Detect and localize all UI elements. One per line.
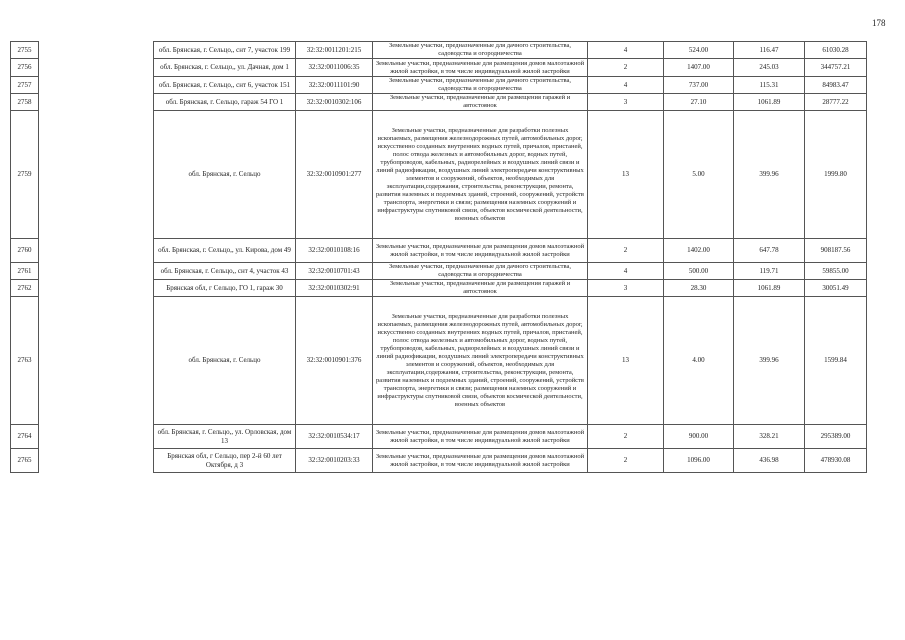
value-cell: 28777.22 [805,94,867,111]
rate-cell: 116.47 [734,42,805,59]
rate-cell: 115.31 [734,77,805,94]
area-cell: 28.30 [664,280,734,297]
value-cell: 478930.08 [805,449,867,473]
area-cell: 4.00 [664,297,734,425]
row-number-cell: 2764 [11,425,39,449]
table-body [11,42,867,473]
land-plots-table [10,41,867,473]
land-use-description-cell: Земельные участки, предназначенные для размещения гаражей и автостоянок [373,280,588,297]
address-cell: обл. Брянская, г. Сельцо [154,297,296,425]
value-cell: 295389.00 [805,425,867,449]
cadastral-number-cell: 32:32:0010901:277 [296,111,373,239]
category-code-cell: 3 [588,94,664,111]
value-cell: 30051.49 [805,280,867,297]
category-code-cell: 13 [588,111,664,239]
land-use-description-cell: Земельные участки, предназначенные для размещения домов малоэтажной жилой застройки, в том числе индивидуальной жилой застройки [373,425,588,449]
table-row [11,449,867,473]
row-number-cell: 2755 [11,42,39,59]
rate-cell: 328.21 [734,425,805,449]
category-code-cell: 2 [588,449,664,473]
row-number-cell: 2756 [11,59,39,77]
table-row [11,280,867,297]
cadastral-number-cell: 32:32:0010534:17 [296,425,373,449]
value-cell: 61030.28 [805,42,867,59]
area-cell: 524.00 [664,42,734,59]
table-row [11,297,867,425]
address-cell: обл. Брянская, г. Сельцо,, ул. Орловская, дом 13 [154,425,296,449]
rate-cell: 399.96 [734,111,805,239]
land-use-description-cell: Земельные участки, предназначенные для размещения домов малоэтажной жилой застройки, в том числе индивидуальной жилой застройки [373,449,588,473]
value-cell: 1999.80 [805,111,867,239]
gap-cell [39,280,154,297]
category-code-cell: 4 [588,263,664,280]
table-row [11,59,867,77]
address-cell: обл. Брянская, г. Сельцо,, снт 4, участок 43 [154,263,296,280]
gap-cell [39,263,154,280]
row-number-cell: 2763 [11,297,39,425]
address-cell: обл. Брянская, г. Сельцо, гараж 54 ГО 1 [154,94,296,111]
gap-cell [39,449,154,473]
category-code-cell: 4 [588,42,664,59]
land-use-description-cell: Земельные участки, предназначенные для дачного строительства, садоводства и огородничества [373,263,588,280]
land-use-description-cell: Земельные участки, предназначенные для разработки полезных ископаемых, размещения железнодорожных путей, автомобильных дорог, искусственно созданных внутренних водных путей, причалов, пристаней, полос отвода железных и автомобильных дорог, водных путей, трубопроводов, кабельных, радиорелейных и воздушных линий связи и линий радиофикации, воздушных линий электропередачи конструктивных элементов и сооружений, объектов, необходимых для эксплуатации,содержания, строительства, реконструкции, ремонта, развития наземных и подземных зданий, строений, сооружений, устройств транспорта, энергетики и связи; размещения наземных сооружений и инфраструктуры спутниковой связи, объектов космической деятельности, военных объектов [373,111,588,239]
category-code-cell: 2 [588,425,664,449]
table-row [11,425,867,449]
category-code-cell: 13 [588,297,664,425]
cadastral-number-cell: 32:32:0010302:106 [296,94,373,111]
row-number-cell: 2760 [11,239,39,263]
area-cell: 1407.00 [664,59,734,77]
address-cell: Брянская обл, г Сельцо, пер 2-й 60 лет Октября, д 3 [154,449,296,473]
gap-cell [39,59,154,77]
area-cell: 500.00 [664,263,734,280]
rate-cell: 399.96 [734,297,805,425]
land-use-description-cell: Земельные участки, предназначенные для дачного строительства, садоводства и огородничества [373,42,588,59]
table-row [11,263,867,280]
gap-cell [39,111,154,239]
page-number: 178 [872,18,886,28]
table-row [11,42,867,59]
land-use-description-cell: Земельные участки, предназначенные для размещения домов малоэтажной жилой застройки, в том числе индивидуальной жилой застройки [373,239,588,263]
table-row [11,111,867,239]
row-number-cell: 2757 [11,77,39,94]
gap-cell [39,425,154,449]
value-cell: 908187.56 [805,239,867,263]
table-row [11,94,867,111]
value-cell: 344757.21 [805,59,867,77]
value-cell: 84983.47 [805,77,867,94]
table-row [11,77,867,94]
cadastral-number-cell: 32:32:0011006:35 [296,59,373,77]
cadastral-number-cell: 32:32:0010108:16 [296,239,373,263]
value-cell: 1599.84 [805,297,867,425]
table-row [11,239,867,263]
row-number-cell: 2759 [11,111,39,239]
value-cell: 59855.00 [805,263,867,280]
rate-cell: 436.98 [734,449,805,473]
address-cell: обл. Брянская, г. Сельцо,, снт 6, участок 151 [154,77,296,94]
land-use-description-cell: Земельные участки, предназначенные для дачного строительства, садоводства и огородничества [373,77,588,94]
land-use-description-cell: Земельные участки, предназначенные для размещения домов малоэтажной жилой застройки, в том числе индивидуальной жилой застройки [373,59,588,77]
area-cell: 900.00 [664,425,734,449]
row-number-cell: 2765 [11,449,39,473]
address-cell: Брянская обл, г Сельцо, ГО 1, гараж 30 [154,280,296,297]
row-number-cell: 2758 [11,94,39,111]
land-use-description-cell: Земельные участки, предназначенные для размещения гаражей и автостоянок [373,94,588,111]
category-code-cell: 2 [588,239,664,263]
address-cell: обл. Брянская, г. Сельцо,, ул. Кирова, дом 49 [154,239,296,263]
rate-cell: 647.78 [734,239,805,263]
rate-cell: 119.71 [734,263,805,280]
rate-cell: 1061.89 [734,94,805,111]
gap-cell [39,239,154,263]
category-code-cell: 3 [588,280,664,297]
area-cell: 27.10 [664,94,734,111]
area-cell: 1096.00 [664,449,734,473]
row-number-cell: 2762 [11,280,39,297]
address-cell: обл. Брянская, г. Сельцо,, ул. Дачная, дом 1 [154,59,296,77]
cadastral-number-cell: 32:32:0010701:43 [296,263,373,280]
row-number-cell: 2761 [11,263,39,280]
area-cell: 737.00 [664,77,734,94]
address-cell: обл. Брянская, г. Сельцо [154,111,296,239]
rate-cell: 245.03 [734,59,805,77]
cadastral-number-cell: 32:32:0010203:33 [296,449,373,473]
cadastral-number-cell: 32:32:0011201:215 [296,42,373,59]
address-cell: обл. Брянская, г. Сельцо,, снт 7, участок 199 [154,42,296,59]
cadastral-number-cell: 32:32:0010901:376 [296,297,373,425]
cadastral-number-cell: 32:32:0011101:90 [296,77,373,94]
area-cell: 5.00 [664,111,734,239]
category-code-cell: 4 [588,77,664,94]
land-use-description-cell: Земельные участки, предназначенные для разработки полезных ископаемых, размещения железнодорожных путей, автомобильных дорог, искусственно созданных внутренних водных путей, причалов, пристаней, полос отвода железных и автомобильных дорог, водных путей, трубопроводов, кабельных, радиорелейных и воздушных линий связи и линий радиофикации, воздушных линий электропередачи конструктивных элементов и сооружений, объектов, необходимых для эксплуатации,содержания, строительства, реконструкции, ремонта, развития наземных и подземных зданий, строений, сооружений, устройств транспорта, энергетики и связи; размещения наземных сооружений и инфраструктуры спутниковой связи, объектов космической деятельности, военных объектов [373,297,588,425]
gap-cell [39,77,154,94]
area-cell: 1402.00 [664,239,734,263]
gap-cell [39,42,154,59]
gap-cell [39,297,154,425]
gap-cell [39,94,154,111]
cadastral-number-cell: 32:32:0010302:91 [296,280,373,297]
rate-cell: 1061.89 [734,280,805,297]
category-code-cell: 2 [588,59,664,77]
